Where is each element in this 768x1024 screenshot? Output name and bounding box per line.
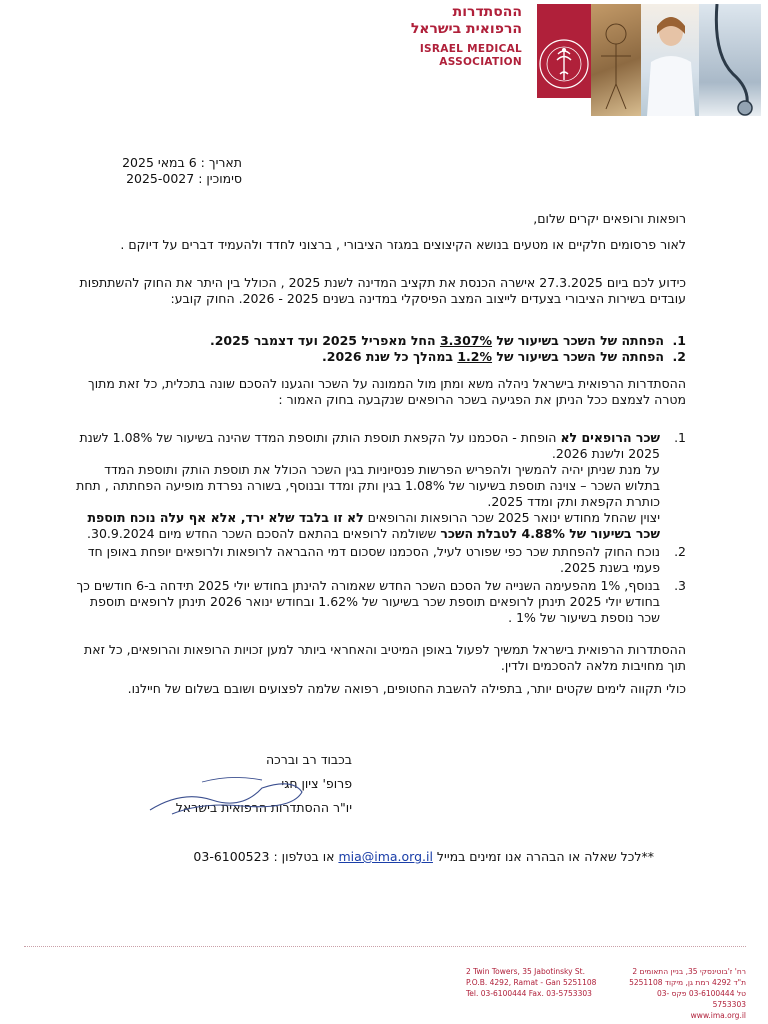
contact-line xyxy=(54,849,654,864)
footer-en-line1: 2 Twin Towers, 35 Jabotinsky St. xyxy=(466,967,586,976)
paragraph-law: כידוע לכם ביום 27.3.2025 אישרה הכנסת את תקציב המדינה לשנת 2025 , הכולל בין היתר את החוק להשתתפות עובדים בשירות הציבורי בצעדים לייצוב המצב הפיסקלי במדינה בשנים 2025 - 2026. החוק קובע: xyxy=(79,275,686,306)
footer-website[interactable]: www.ima.org.il xyxy=(690,1011,746,1020)
reference-line: סימוכין : 2025-0027 xyxy=(126,171,242,186)
handwritten-signature xyxy=(142,770,312,820)
org-name-he-line1: ההסתדרות xyxy=(452,4,522,20)
org-name-en-line2: ASSOCIATION xyxy=(439,56,522,68)
paragraph-intro: לאור פרסומים חלקיים או מטעים בנושא הקיצוצים במגזר הציבורי , ברצוני לחדד ולהעמיד דברים על דיוקם . xyxy=(120,237,686,252)
law-point xyxy=(76,333,686,349)
signature-name: פרופ' ציון חגי xyxy=(281,776,352,791)
law-point-text-end: במהלך כל שנת 2026. xyxy=(322,349,458,364)
agreement-item-note: יצוין שהחל מחודש ינואר 2025 שכר הרופאות והרופאים xyxy=(363,510,660,525)
footer-divider xyxy=(24,946,746,947)
contact-phone-text: או בטלפון : 03-6100523 xyxy=(193,849,339,864)
ima-seal-icon xyxy=(537,4,591,98)
doctor-photo-image xyxy=(641,4,699,116)
law-point-number: 2. xyxy=(672,349,686,364)
stethoscope-image xyxy=(699,4,761,116)
greeting: רופאות ורופאים יקרים שלום, xyxy=(533,211,686,226)
letter-meta xyxy=(42,155,242,187)
agreement-item xyxy=(76,544,686,576)
date-line: תאריך : 6 במאי 2025 xyxy=(122,155,242,170)
agreement-item-note-end: ששולמה לרופאים בהתאם להסכם השכר החדש מיום 30.9.2024. xyxy=(87,526,441,541)
law-point xyxy=(76,349,686,365)
vitruvian-sketch-image xyxy=(591,4,641,116)
agreement-list xyxy=(76,430,686,628)
agreement-item-text: בנוסף, 1% מהפעימה השנייה של הסכם השכר החדש שאמורה להינתן בחודש יולי 2025 תידחה ב-6 חודשים כך בחודש יולי 2025 תינתן לרופאים תוספת שכר בשיעור של 1.62% ובחודש ינואר 2026 תינתן לרופאים תוספת שכר נוספת בשיעור של 1% . xyxy=(76,578,660,625)
law-point-percent: 3.307% xyxy=(439,333,493,348)
footer-he-line1: רח' ז'בוטינסקי 35, בניין התאומים 2 xyxy=(632,967,746,976)
agreement-item-number: 1. xyxy=(674,430,686,445)
signature-title: יו"ר ההסתדרות הרפואית בישראל xyxy=(175,800,352,815)
footer-en-line3: Tel. 03-6100444 Fax. 03-5753303 xyxy=(466,989,592,998)
agreement-item-lead: שכר הרופאים לא xyxy=(560,430,660,445)
paragraph-hope: כולי תקווה לימים שקטים יותר, בתפילה להשבת החטופים, רפואה שלמה לפצועים ושובם בשלום של חיילנו. xyxy=(127,681,686,696)
org-name-he-line2: הרפואית בישראל xyxy=(410,21,522,37)
law-point-text-end: החל מאפריל 2025 ועד דצמבר 2025. xyxy=(209,333,440,348)
agreement-item xyxy=(76,578,686,626)
org-name-en-line1: ISRAEL MEDICAL xyxy=(419,43,522,55)
contact-text: **לכל שאלה או הבהרה אנו זמינים במייל xyxy=(432,849,654,864)
footer-address-hebrew xyxy=(626,966,746,1021)
law-point-percent: 1.2% xyxy=(457,349,493,364)
contact-email-link[interactable]: mia@ima.org.il xyxy=(338,849,433,864)
law-point-text: הפחתה של השכר בשיעור של xyxy=(492,333,664,348)
agreement-item-detail: על מנת שניתן יהיה להמשיך ולהפריש הפרשות פנסיוניות בגין השכר הכולל את תוספת הותק ותוספת המדד בתלוש השכר – צוינה תוספת בשיעור של 1.08% בגין ותק ומדד ובנוסף, בשורה נפרדת מופיעה הפחתתה , תחת כותרת הקפאת ותק ומדד 2025. xyxy=(76,462,660,509)
paragraph-commitment: ההסתדרות הרפואית בישראל תמשיך לפעול באופן המיטיב והאחראי ביותר למען זכויות הרופאות והרופאים, כל זאת תוך מחויבות מלאה להסכמים ולדין. xyxy=(84,642,686,673)
footer-he-line3: טל 03-6100444 פקס 03-5753303 xyxy=(656,989,746,1009)
law-point-text: הפחתה של השכר בשיעור של xyxy=(492,349,664,364)
agreement-item-text: נוכח החוק להפחתת שכר כפי שפורט לעיל, הסכמנו שסכום דמי ההבראה לרופאות ולרופאים יופחת באופן חד פעמי בשנת 2025. xyxy=(87,544,660,575)
agreement-item-number: 2. xyxy=(674,544,686,559)
footer-he-line2: ת"ד 4292 רמת גן, מיקוד 5251108 xyxy=(629,978,746,987)
paragraph-negotiation: ההסתדרות הרפואית בישראל ניהלה משא ומתן מול הממונה על השכר והגענו להסכם שונה בתכלית, כל זאת מתוך מטרה לצמצם ככל הניתן את הפגיעה בשכר הרופאים שנקבעה בחוק האמור : xyxy=(88,376,686,407)
signature-closing: בכבוד רב וברכה xyxy=(266,752,352,767)
law-point-number: 1. xyxy=(672,333,686,348)
agreement-item-note-bold: לא זו בלבד שלא ירד, אלא אף עלה נוכח תוספת שכר בשיעור של 4.88% לטבלת השכר xyxy=(87,510,660,541)
agreement-item xyxy=(76,430,686,542)
footer-address-english xyxy=(466,966,616,999)
agreement-item-lead-rest: הופחת - הסכמנו על הקפאת תוספת הותק ותוספת המדד שהינה בשיעור של 1.08% לשנת 2025 ולשנת 2026. xyxy=(79,430,660,461)
law-points-list xyxy=(76,333,686,365)
agreement-item-number: 3. xyxy=(674,578,686,593)
org-name-english xyxy=(420,43,522,69)
footer-en-line2: P.O.B. 4292, Ramat - Gan 5251108 xyxy=(466,978,597,987)
org-name-hebrew xyxy=(411,4,522,38)
